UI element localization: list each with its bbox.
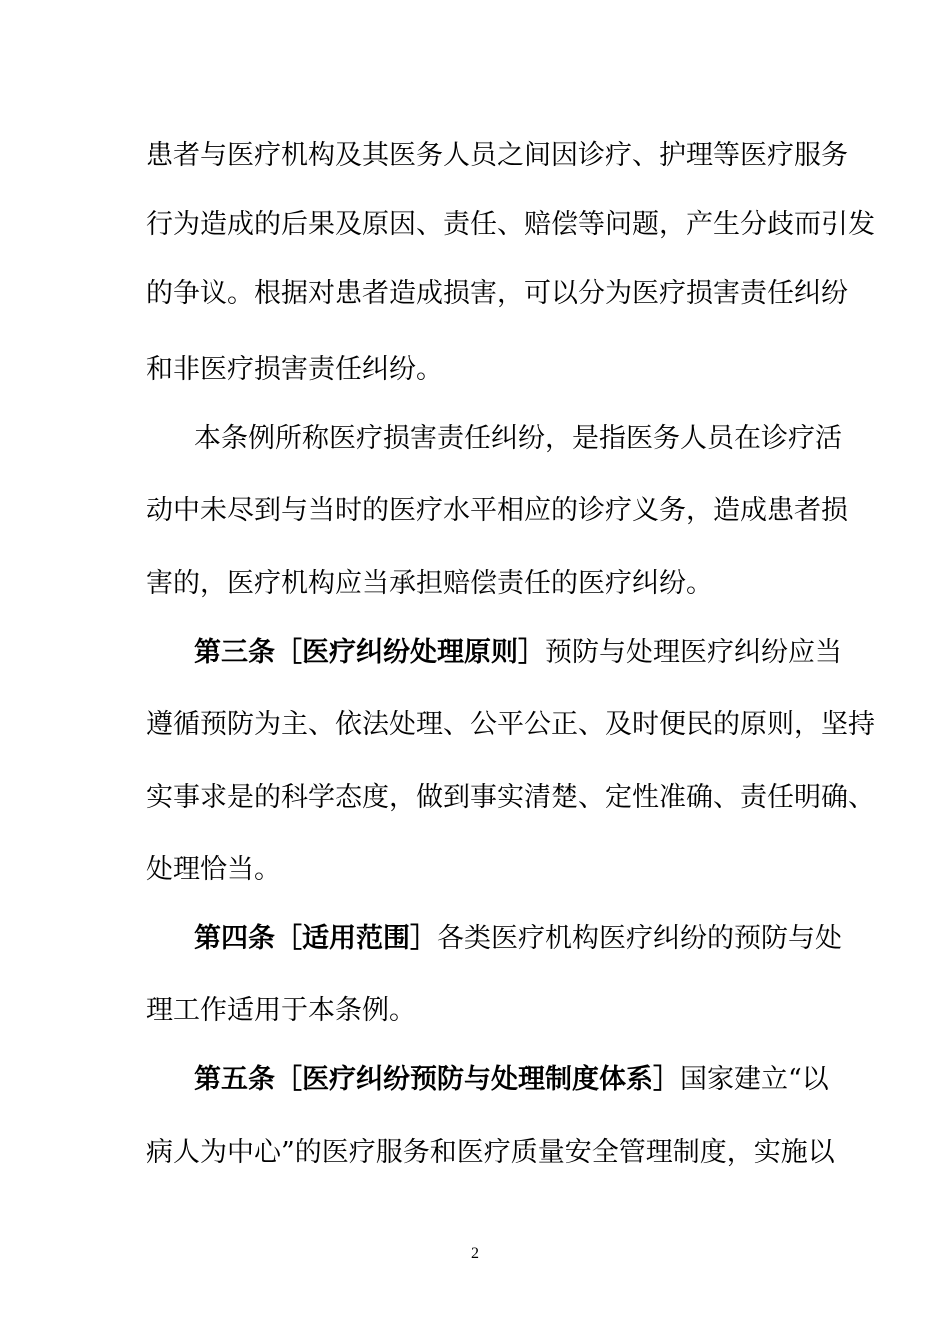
article-4-first-line: [194, 919, 842, 959]
article-3-heading: 第三条［医疗纠纷处理原则］: [194, 637, 545, 668]
text-line: 实事求是的科学态度，做到事实清楚、定性准确、责任明确、: [146, 782, 875, 813]
article-3-first-line: [194, 633, 842, 673]
article-3-text: 预防与处理医疗纠纷应当: [545, 637, 842, 668]
text-line: 患者与医疗机构及其医务人员之间因诊疗、护理等医疗服务: [146, 140, 848, 171]
article-5-first-line: [194, 1060, 829, 1100]
article-5-heading: 第五条［医疗纠纷预防与处理制度体系］: [194, 1064, 680, 1095]
text-line: 的争议。根据对患者造成损害，可以分为医疗损害责任纠纷: [146, 278, 848, 309]
article-4-text: 各类医疗机构医疗纠纷的预防与处: [437, 923, 842, 954]
text-line: 行为造成的后果及原因、责任、赔偿等问题，产生分歧而引发: [146, 209, 875, 240]
text-line: 和非医疗损害责任纠纷。: [146, 354, 443, 385]
text-line: 理工作适用于本条例。: [146, 995, 416, 1026]
text-line: 害的，医疗机构应当承担赔偿责任的医疗纠纷。: [146, 568, 713, 599]
article-4-heading: 第四条［适用范围］: [194, 923, 437, 954]
text-line: 遵循预防为主、依法处理、公平公正、及时便民的原则，坚持: [146, 709, 875, 740]
text-line: 动中未尽到与当时的医疗水平相应的诊疗义务，造成患者损: [146, 495, 848, 526]
page-number: 2: [471, 1245, 479, 1262]
article-5-text: 国家建立“以: [680, 1064, 829, 1095]
text-line: 病人为中心”的医疗服务和医疗质量安全管理制度，实施以: [146, 1137, 835, 1168]
text-line: 处理恰当。: [146, 854, 281, 885]
text-line: 本条例所称医疗损害责任纠纷，是指医务人员在诊疗活: [194, 423, 842, 454]
